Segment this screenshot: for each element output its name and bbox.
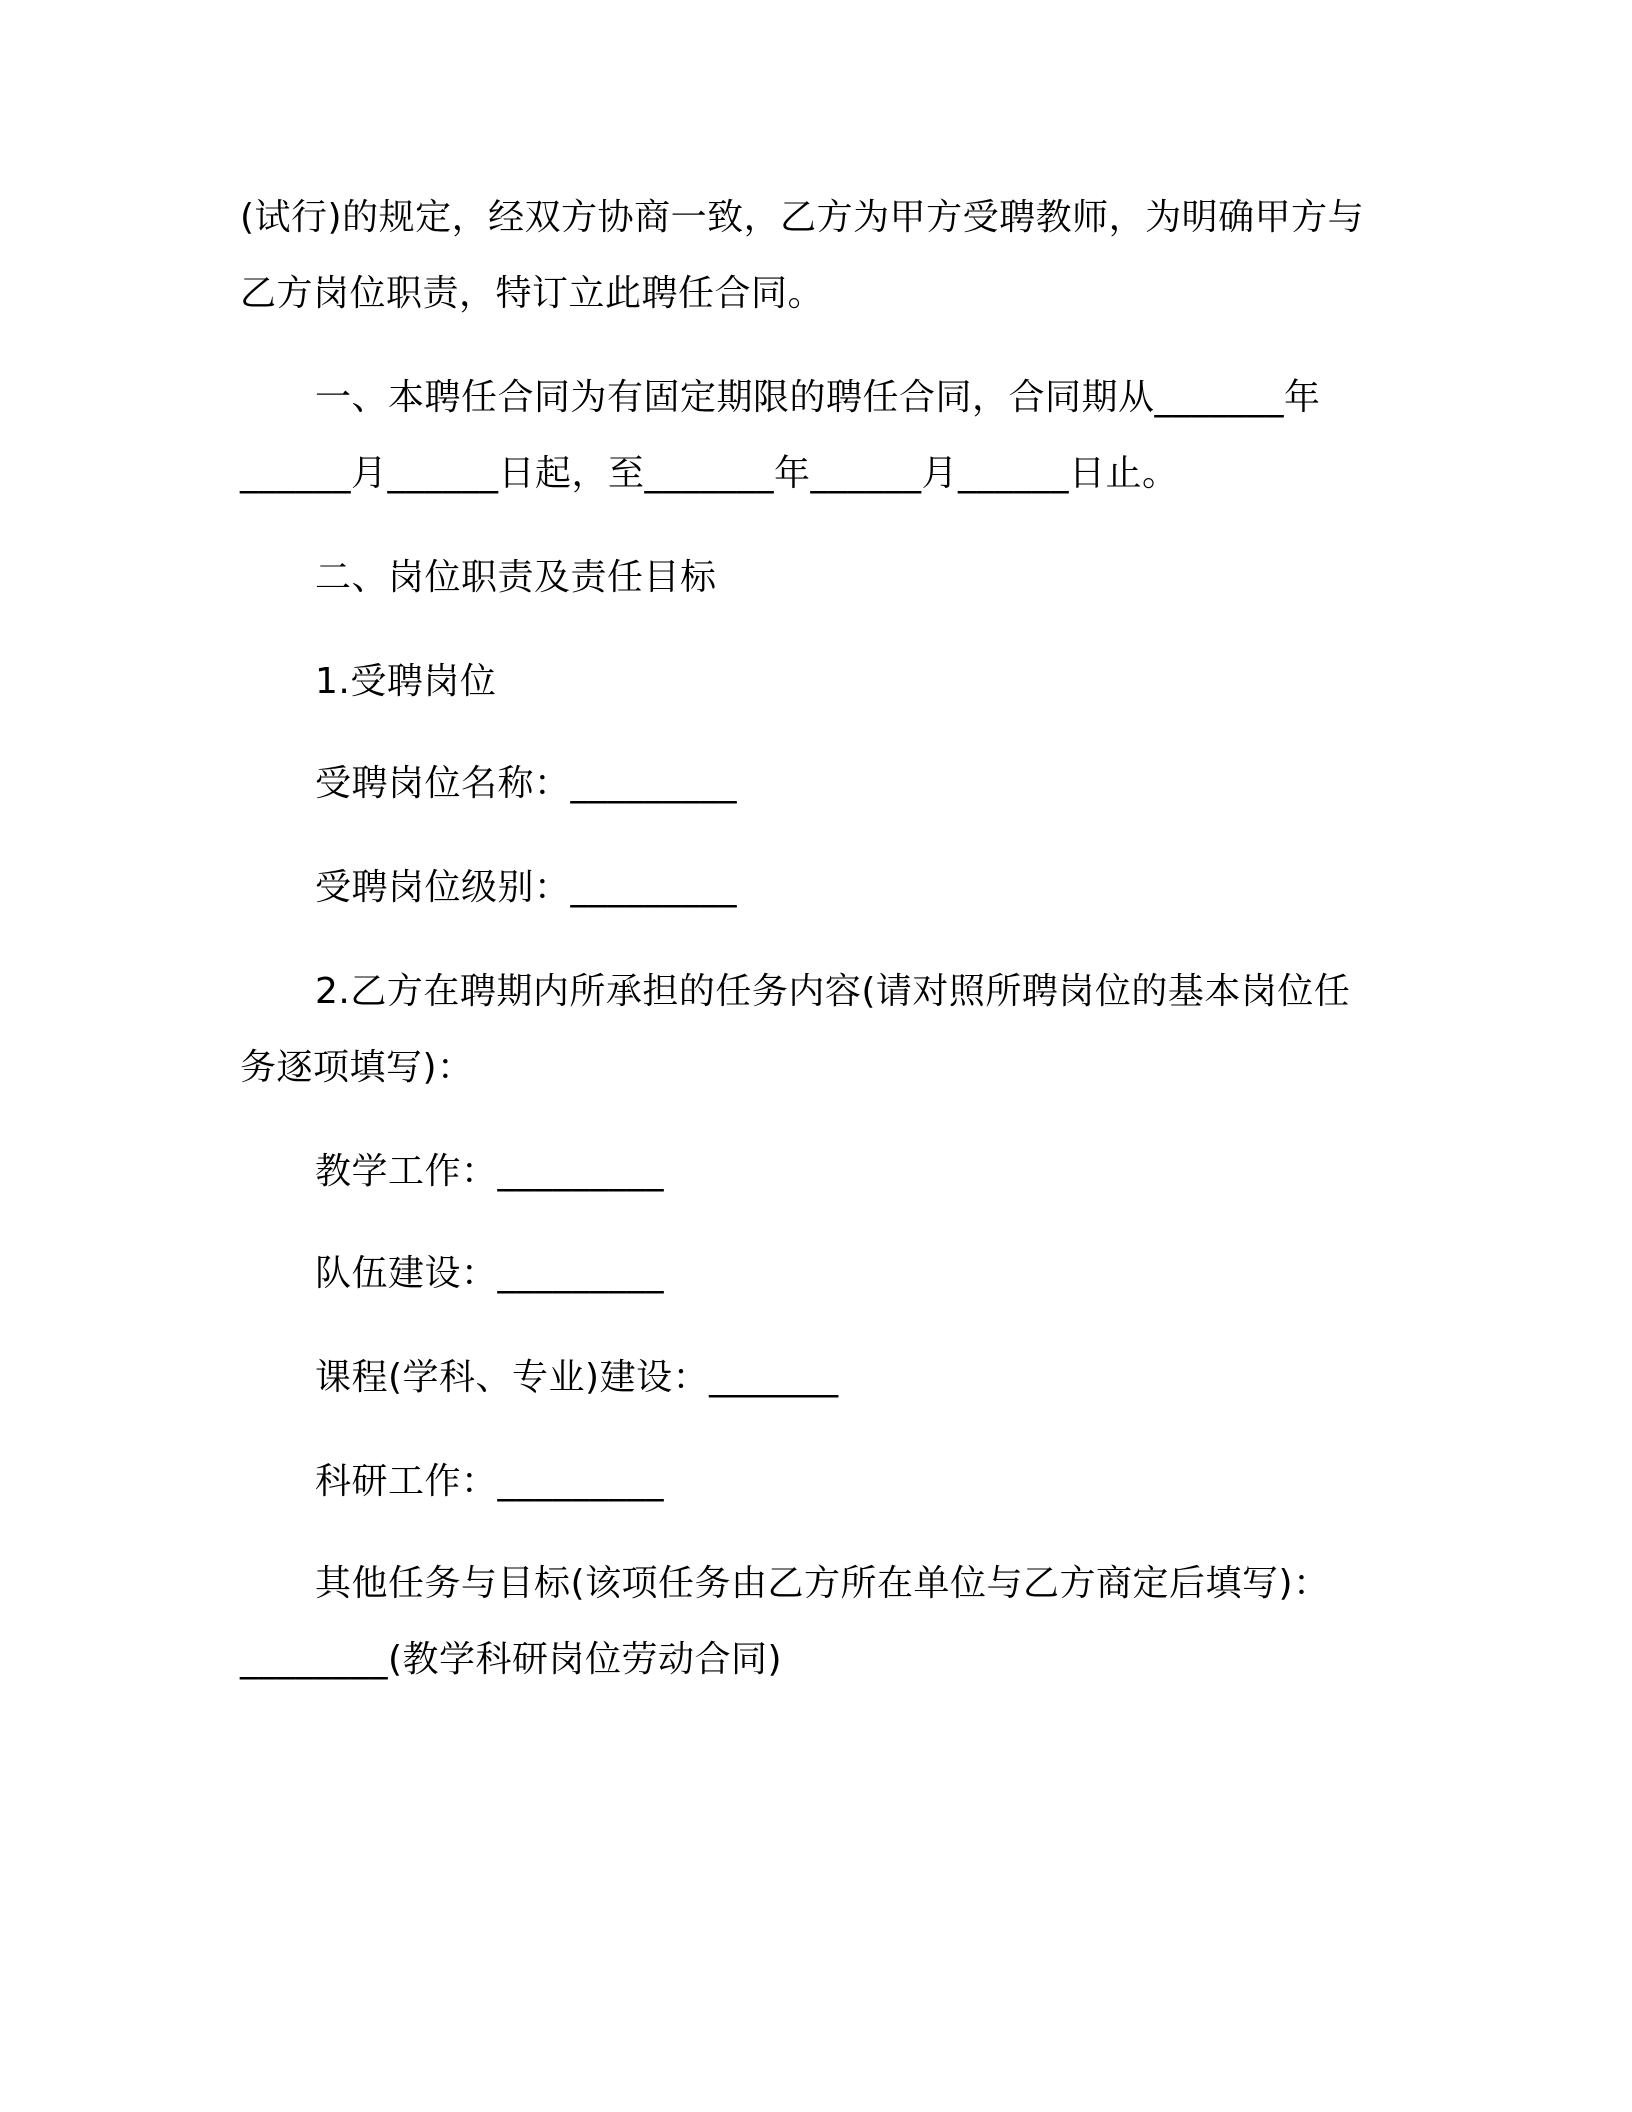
other-tasks-line-2: ________(教学科研岗位劳动合同) bbox=[240, 1639, 783, 1680]
paragraph-intro-line-2: 乙方岗位职责，特订立此聘任合同。 bbox=[240, 273, 825, 314]
subsection-2-line-1: 2.乙方在聘期内所承担的任务内容(请对照所聘岗位的基本岗位任 bbox=[315, 971, 1351, 1012]
clause-two-heading: 二、岗位职责及责任目标 bbox=[315, 557, 717, 598]
team-building-field: 队伍建设：_________ bbox=[315, 1253, 665, 1294]
subsection-2-line-2: 务逐项填写)： bbox=[240, 1047, 474, 1088]
clause-one-line-1: 一、本聘任合同为有固定期限的聘任合同，合同期从_______年 bbox=[315, 377, 1321, 418]
other-tasks-line-1: 其他任务与目标(该项任务由乙方所在单位与乙方商定后填写)： bbox=[315, 1563, 1330, 1604]
teaching-work-field: 教学工作：_________ bbox=[315, 1151, 665, 1192]
subsection-1-heading: 1.受聘岗位 bbox=[315, 661, 497, 702]
paragraph-intro-line-1: (试行)的规定，经双方协商一致，乙方为甲方受聘教师，为明确甲方与 bbox=[240, 197, 1365, 238]
position-level-field: 受聘岗位级别：_________ bbox=[315, 867, 738, 908]
position-name-field: 受聘岗位名称：_________ bbox=[315, 763, 738, 804]
research-work-field: 科研工作：_________ bbox=[315, 1461, 665, 1502]
clause-one-line-2: ______月______日起，至_______年______月______日止。 bbox=[240, 453, 1179, 494]
course-building-field: 课程(学科、专业)建设：_______ bbox=[315, 1357, 839, 1398]
